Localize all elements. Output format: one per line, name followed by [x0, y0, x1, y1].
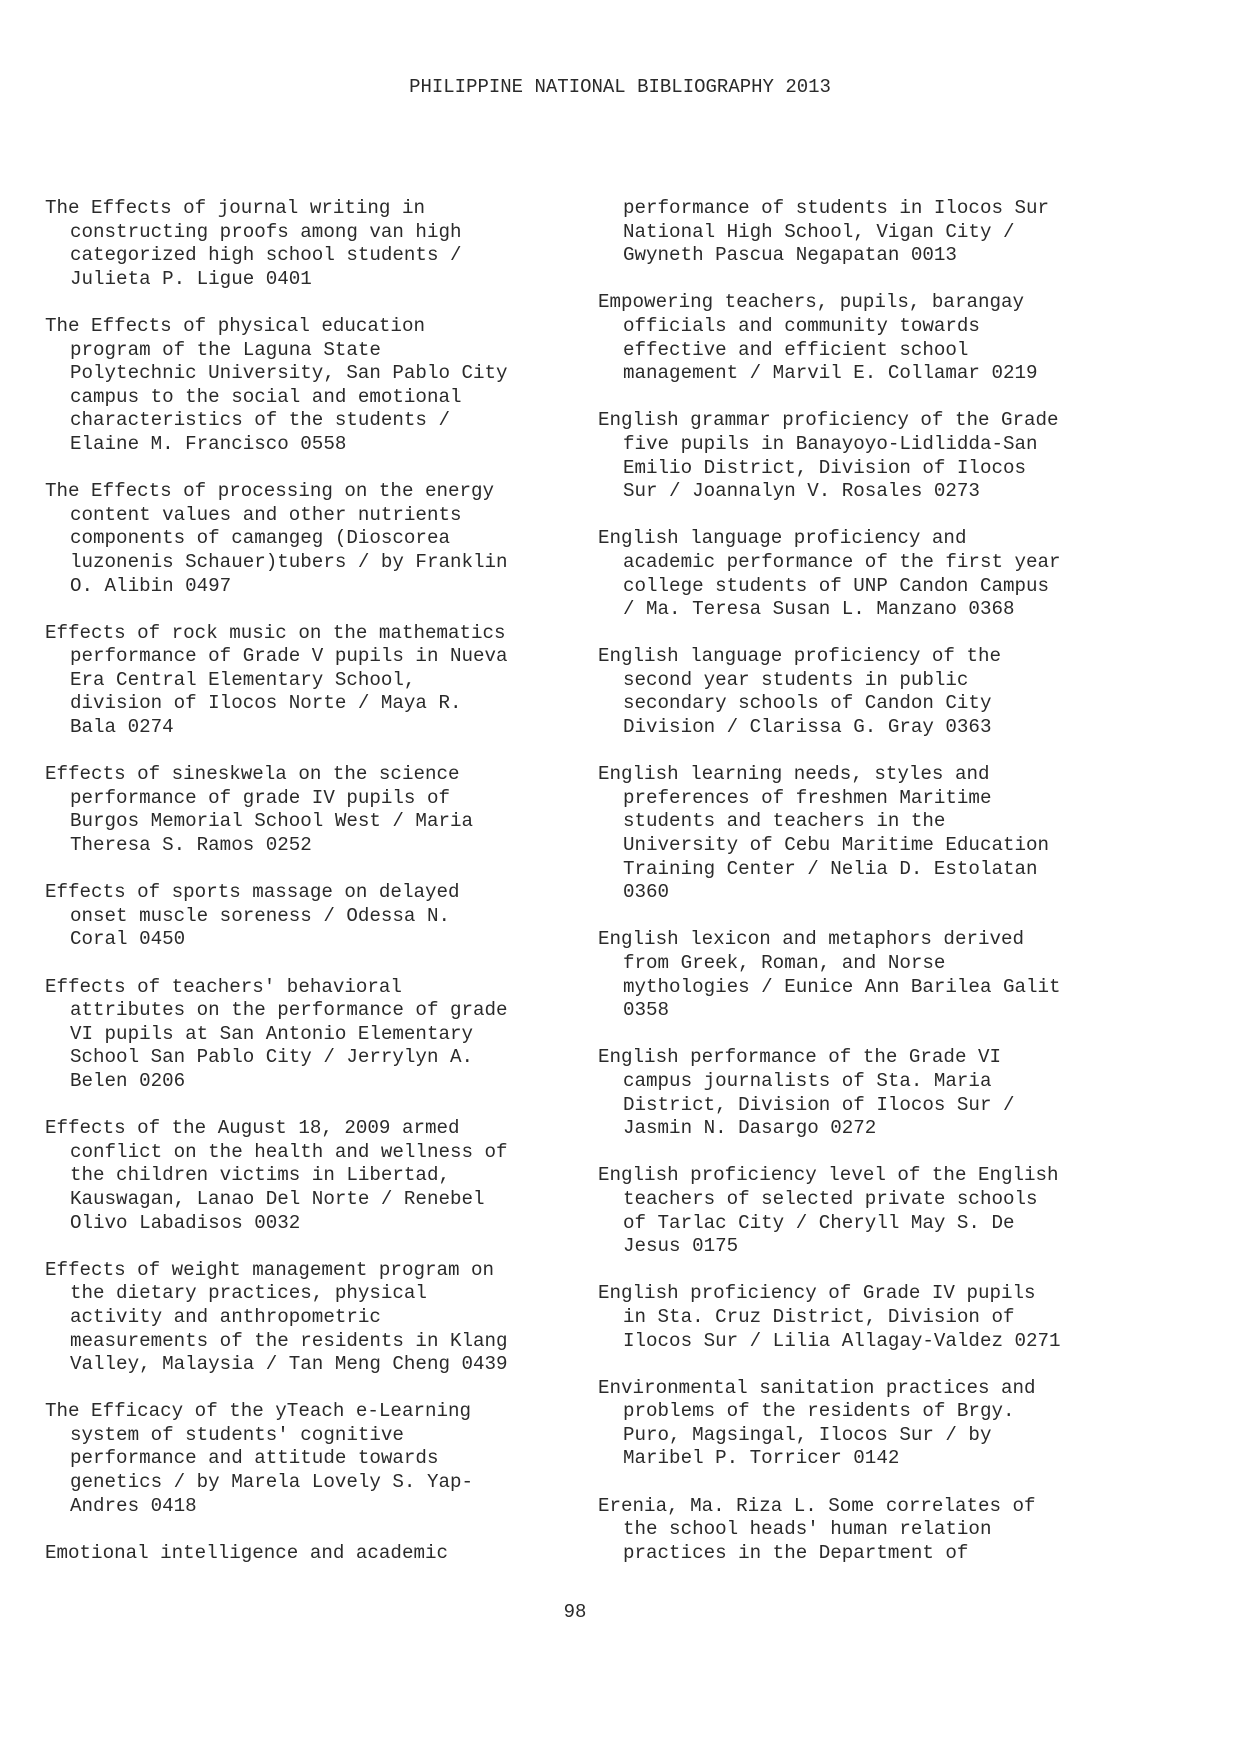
page-header: PHILIPPINE NATIONAL BIBLIOGRAPHY 2013 [409, 76, 831, 98]
bibliography-entry: English proficiency of Grade IV pupils in Sta. Cruz District, Division of Ilocos Sur / Lilia Allagay-Valdez 0271 [598, 1282, 1061, 1352]
bibliography-entry: Effects of rock music on the mathematics performance of Grade V pupils in Nueva Era Central Elementary School, division of Ilocos Norte / Maya R. Bala 0274 [45, 621, 508, 739]
bibliography-entry: Effects of weight management program on the dietary practices, physical activity and anthropometric measurements of the residents in Klang Valley, Malaysia / Tan Meng Cheng 0439 [45, 1258, 508, 1376]
right-column [598, 197, 1158, 1565]
bibliography-entry: Emotional intelligence and academic [45, 1541, 449, 1564]
bibliography-entry: English language proficiency and academic performance of the first year college students of UNP Candon Campus / Ma. Teresa Susan L. Manzano 0368 [598, 527, 1061, 621]
left-column [45, 197, 605, 1565]
bibliography-entry: English proficiency level of the English teachers of selected private schools of Tarlac City / Cheryll May S. De Jesus 0175 [598, 1164, 1059, 1258]
bibliography-entry: The Effects of processing on the energy content values and other nutrients components of camangeg (Dioscorea luzonenis Schauer)tubers / by Franklin O. Alibin 0497 [45, 480, 508, 597]
bibliography-entry: English grammar proficiency of the Grade five pupils in Banayoyo-Lidlidda-San Emilio District, Division of Ilocos Sur / Joannalyn V. Rosales 0273 [598, 409, 1059, 503]
bibliography-entry: Environmental sanitation practices and problems of the residents of Brgy. Puro, Magsingal, Ilocos Sur / by Maribel P. Torricer 0142 [598, 1376, 1036, 1470]
bibliography-entry: The Efficacy of the yTeach e-Learning system of students' cognitive performance and attitude towards genetics / by Marela Lovely S. Yap- Andres 0418 [45, 1400, 474, 1517]
bibliography-entry: Effects of sports massage on delayed onset muscle soreness / Odessa N. Coral 0450 [45, 881, 460, 951]
bibliography-entry: Effects of sineskwela on the science performance of grade IV pupils of Burgos Memorial School West / Maria Theresa S. Ramos 0252 [45, 763, 474, 857]
bibliography-entry: The Effects of journal writing in constructing proofs among van high categorized high school students / Julieta P. Ligue 0401 [45, 197, 462, 290]
page-number: 98 [563, 1601, 587, 1623]
bibliography-entry: The Effects of physical education program of the Laguna State Polytechnic University, San Pablo City campus to the social and emotional characteristics of the students / Elaine M. Francisco 0558 [45, 314, 508, 455]
bibliography-entry: English lexicon and metaphors derived from Greek, Roman, and Norse mythologies / Eunice Ann Barilea Galit 0358 [598, 928, 1061, 1022]
bibliography-entry: English learning needs, styles and preferences of freshmen Maritime students and teachers in the University of Cebu Maritime Education Training Center / Nelia D. Estolatan 0360 [598, 763, 1050, 904]
bibliography-entry: Effects of the August 18, 2009 armed conflict on the health and wellness of the children victims in Libertad, Kauswagan, Lanao Del Norte / Renebel Olivo Labadisos 0032 [45, 1117, 508, 1234]
bibliography-entry: Empowering teachers, pupils, barangay officials and community towards effective and efficient school management / Marvil E. Collamar 0219 [598, 291, 1038, 385]
bibliography-entry: Erenia, Ma. Riza L. Some correlates of the school heads' human relation practices in the Department of [598, 1494, 1036, 1564]
bibliography-entry: Effects of teachers' behavioral attributes on the performance of grade VI pupils at San Antonio Elementary School San Pablo City / Jerrylyn A. Belen 0206 [45, 975, 508, 1092]
bibliography-entry: English performance of the Grade VI campus journalists of Sta. Maria District, Division of Ilocos Sur / Jasmin N. Dasargo 0272 [598, 1046, 1015, 1140]
bibliography-entry-continuation: performance of students in Ilocos Sur National High School, Vigan City / Gwyneth Pascua Negapatan 0013 [623, 197, 1050, 267]
bibliography-entry: English language proficiency of the second year students in public secondary schools of Candon City Division / Clarissa G. Gray 0363 [598, 645, 1002, 739]
